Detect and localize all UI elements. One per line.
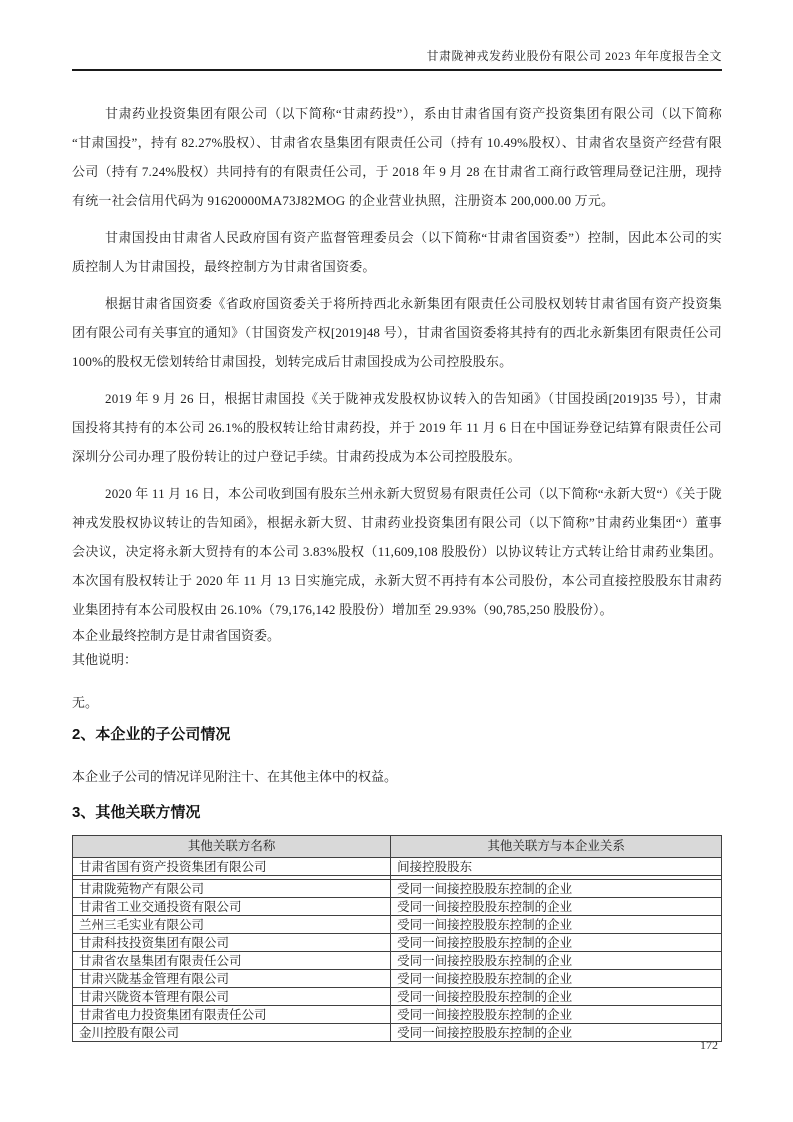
table-row [73,934,722,952]
related-party-table-body [73,858,722,1042]
table-row [73,952,722,970]
table-row [73,858,722,876]
relationship-cell: 受同一间接控股股东控制的企业 [391,952,722,970]
party-name-cell: 甘肃科技投资集团有限公司 [73,934,391,952]
section-heading-subsidiaries: 2、本企业的子公司情况 [72,726,231,743]
party-name-cell: 兰州三毛实业有限公司 [73,916,391,934]
table-header-row [73,836,722,858]
party-name-cell: 甘肃陇菀物产有限公司 [73,880,391,898]
page-header [72,0,722,71]
relationship-cell: 受同一间接控股股东控制的企业 [391,916,722,934]
party-name-cell: 金川控股有限公司 [73,1024,391,1042]
paragraph-2020-transfer: 2020 年 11 月 16 日，本公司收到国有股东兰州永新大贸贸易有限责任公司（以下简称“永新大贸“）《关于陇神戎发股权协议转让的告知函》，根据永新大贸、甘肃药业投资集团有限公司（以下简称”甘肃药业集团“）董事会决议，决定将永新大贸持有的本公司 3.83%股权（11,609,108 股股份）以协议转让方式转让给甘肃药业集团。本次国有股权转让于 2020 年 11 月 13 日实施完成，永新大贸不再持有本公司股份，本公司直接控股股东甘肃药业集团持有本公司股权由 26.10%（79,176,142 股股份）增加至 29.93%（90,785,250 股股份）。 [72,486,723,617]
party-name-cell: 甘肃兴陇基金管理有限公司 [73,970,391,988]
party-name-cell: 甘肃兴陇资本管理有限公司 [73,988,391,1006]
table-row [73,880,722,898]
table-row [73,970,722,988]
column-header-relationship: 其他关联方与本企业关系 [391,836,722,858]
relationship-cell: 受同一间接控股股东控制的企业 [391,970,722,988]
table-row [73,916,722,934]
relationship-cell: 受同一间接控股股东控制的企业 [391,880,722,898]
page-body [72,99,722,1042]
note-none: 无。 [72,695,99,710]
page-number: 172 [700,1038,718,1052]
relationship-cell: 受同一间接控股股东控制的企业 [391,988,722,1006]
relationship-cell: 受同一间接控股股东控制的企业 [391,934,722,952]
relationship-cell: 间接控股股东 [391,858,722,876]
report-title: 甘肃陇神戎发药业股份有限公司 2023 年年度报告全文 [426,49,722,63]
related-party-table-head [73,836,722,858]
note-other-label: 其他说明： [72,652,138,667]
paragraph-actual-controller: 甘肃国投由甘肃省人民政府国有资产监督管理委员会（以下简称“甘肃省国资委”）控制，因此本公司的实质控制人为甘肃国投，最终控制方为甘肃省国资委。 [72,230,722,274]
column-header-party-name: 其他关联方名称 [73,836,391,858]
section-heading-other-related-parties: 3、其他关联方情况 [72,804,201,821]
party-name-cell: 甘肃省电力投资集团有限责任公司 [73,1006,391,1024]
paragraph-2019-transfer: 2019 年 9 月 26 日，根据甘肃国投《关于陇神戎发股权协议转入的告知函》（甘国投函[2019]35 号），甘肃国投将其持有的本公司 26.1%的股权转让给甘肃药投，并于 2019 年 11 月 6 日在中国证券登记结算有限责任公司深圳分公司办理了股份转让的过户登记手续。甘肃药投成为本公司控股股东。 [72,391,722,464]
relationship-cell: 受同一间接控股股东控制的企业 [391,898,722,916]
relationship-cell: 受同一间接控股股东控制的企业 [391,1024,722,1042]
table-row [73,1024,722,1042]
party-name-cell: 甘肃省农垦集团有限责任公司 [73,952,391,970]
table-row [73,1006,722,1024]
paragraph-company-formation: 甘肃药业投资集团有限公司（以下简称“甘肃药投”），系由甘肃省国有资产投资集团有限公司（以下简称“甘肃国投”，持有 82.27%股权）、甘肃省农垦集团有限责任公司（持有 10.49%股权）、甘肃省农垦资产经营有限公司（持有 7.24%股权）共同持有的有限责任公司，于 2018 年 9 月 28 在甘肃省工商行政管理局登记注册，现持有统一社会信用代码为 91620000MA73J82MOG 的企业营业执照，注册资本 200,000.00 万元。 [72,106,722,208]
party-name-cell: 甘肃省国有资产投资集团有限公司 [73,858,391,876]
party-name-cell: 甘肃省工业交通投资有限公司 [73,898,391,916]
related-party-table [72,835,722,1042]
table-row [73,988,722,1006]
table-row [73,898,722,916]
relationship-cell: 受同一间接控股股东控制的企业 [391,1006,722,1024]
header-rule [72,69,722,71]
paragraph-equity-transfer-notice: 根据甘肃省国资委《省政府国资委关于将所持西北永新集团有限责任公司股权划转甘肃省国有资产投资集团有限公司有关事宜的通知》（甘国资发产权[2019]48 号），甘肃省国资委将其持有的西北永新集团有限责任公司 100%的股权无偿划转给甘肃国投，划转完成后甘肃国投成为公司控股股东。 [72,296,722,369]
section-body-subsidiaries: 本企业子公司的情况详见附注十、在其他主体中的权益。 [72,769,398,784]
note-final-controller: 本企业最终控制方是甘肃省国资委。 [72,628,281,643]
